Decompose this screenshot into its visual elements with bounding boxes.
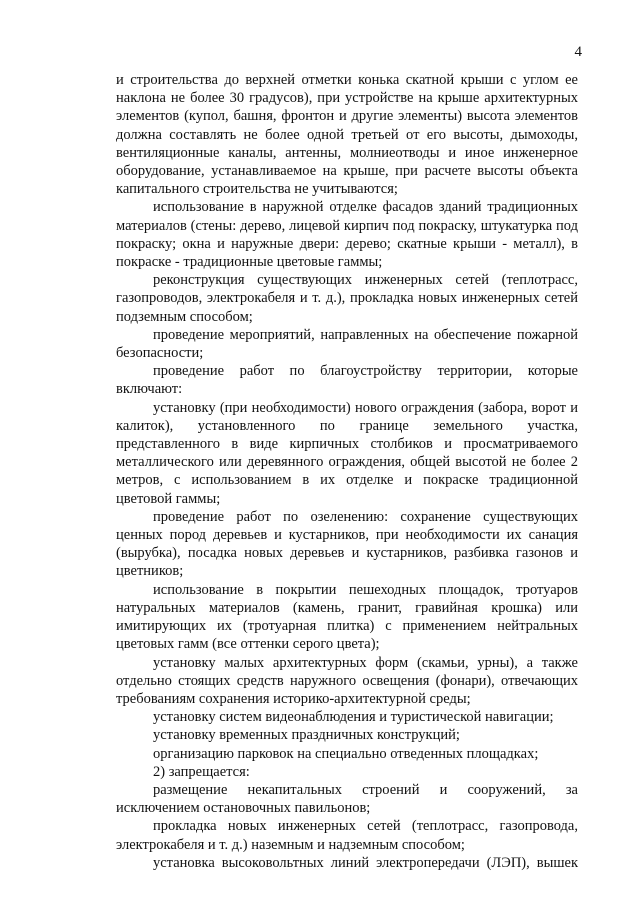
paragraph-video-navigation: установку систем видеонаблюдения и туристической навигации; (153, 709, 554, 726)
paragraph-noncapital-structures: размещение некапитальных строений и сооружений, за исключением остановочных павильонов; (116, 781, 578, 817)
paragraph-facade-materials: использование в наружной отделке фасадов зданий традиционных материалов (стены: дерево, лицевой кирпич под покраску, штукатурка под покраску; окна и наружные двери: дерево; скатные крыши - металл), в покраске - традиционные цветовые гаммы; (116, 199, 578, 271)
page-number: 4 (574, 44, 582, 60)
paragraph-landscaping: проведение работ по благоустройству территории, которые включают: (116, 363, 578, 398)
paragraph-height-rules: и строительства до верхней отметки конька скатной крыши с углом ее наклона не более 30 градусов), при устройстве на крыше архитектурных элементов (купол, башня, фронтон и другие элементы) высота элементов должна составлять не более одной третьей от его высоты, дымоходы, вентиляционные каналы, антенны, молниеотводы и иное инженерное оборудование, устанавливаемое на крыше, при расчете высоты объекта капитального строительства не учитываются; (116, 72, 578, 198)
paragraph-parking: организацию парковок на специально отведенных площадках; (153, 745, 539, 762)
paragraph-engineering-networks: реконструкция существующих инженерных сетей (теплотрасс, газопроводов, электрокабеля и т. д.), прокладка новых инженерных сетей подземным способом; (116, 272, 578, 325)
document-body (116, 71, 578, 872)
paragraph-aboveground-networks: прокладка новых инженерных сетей (теплотрасс, газопровода, электрокабеля и т. д.) наземным и надземным способом; (116, 818, 578, 853)
paragraph-paving: использование в покрытии пешеходных площадок, тротуаров натуральных материалов (камень, гранит, гравийная крошка) или имитирующих их (тротуарная плитка) с применением нейтральных цветовых гамм (все оттенки серого цвета); (116, 581, 578, 653)
paragraph-greening: проведение работ по озеленению: сохранение существующих ценных пород деревьев и кустарников, при необходимости их санация (вырубка), посадка новых деревьев и кустарников, разбивка газонов и цветников; (116, 508, 578, 580)
paragraph-fire-safety: проведение мероприятий, направленных на обеспечение пожарной безопасности; (116, 326, 578, 362)
paragraph-power-lines: установка высоковольтных линий электропередачи (ЛЭП), вышек (153, 854, 578, 871)
paragraph-prohibited-heading: 2) запрещается: (153, 763, 250, 780)
paragraph-temporary-structures: установку временных праздничных конструкций; (153, 727, 460, 744)
paragraph-small-forms: установку малых архитектурных форм (скамьи, урны), а также отдельно стоящих средств наружного освещения (фонари), отвечающих требованиям сохранения историко-архитектурной среды; (116, 654, 578, 707)
paragraph-fencing: установку (при необходимости) нового ограждения (забора, ворот и калиток), установленного по границе земельного участка, представленного в виде кирпичных столбиков и просматриваемого металлического или деревянного ограждения, общей высотой не более 2 метров, с использованием в их отделке и покраске традиционной цветовой гаммы; (116, 399, 578, 507)
